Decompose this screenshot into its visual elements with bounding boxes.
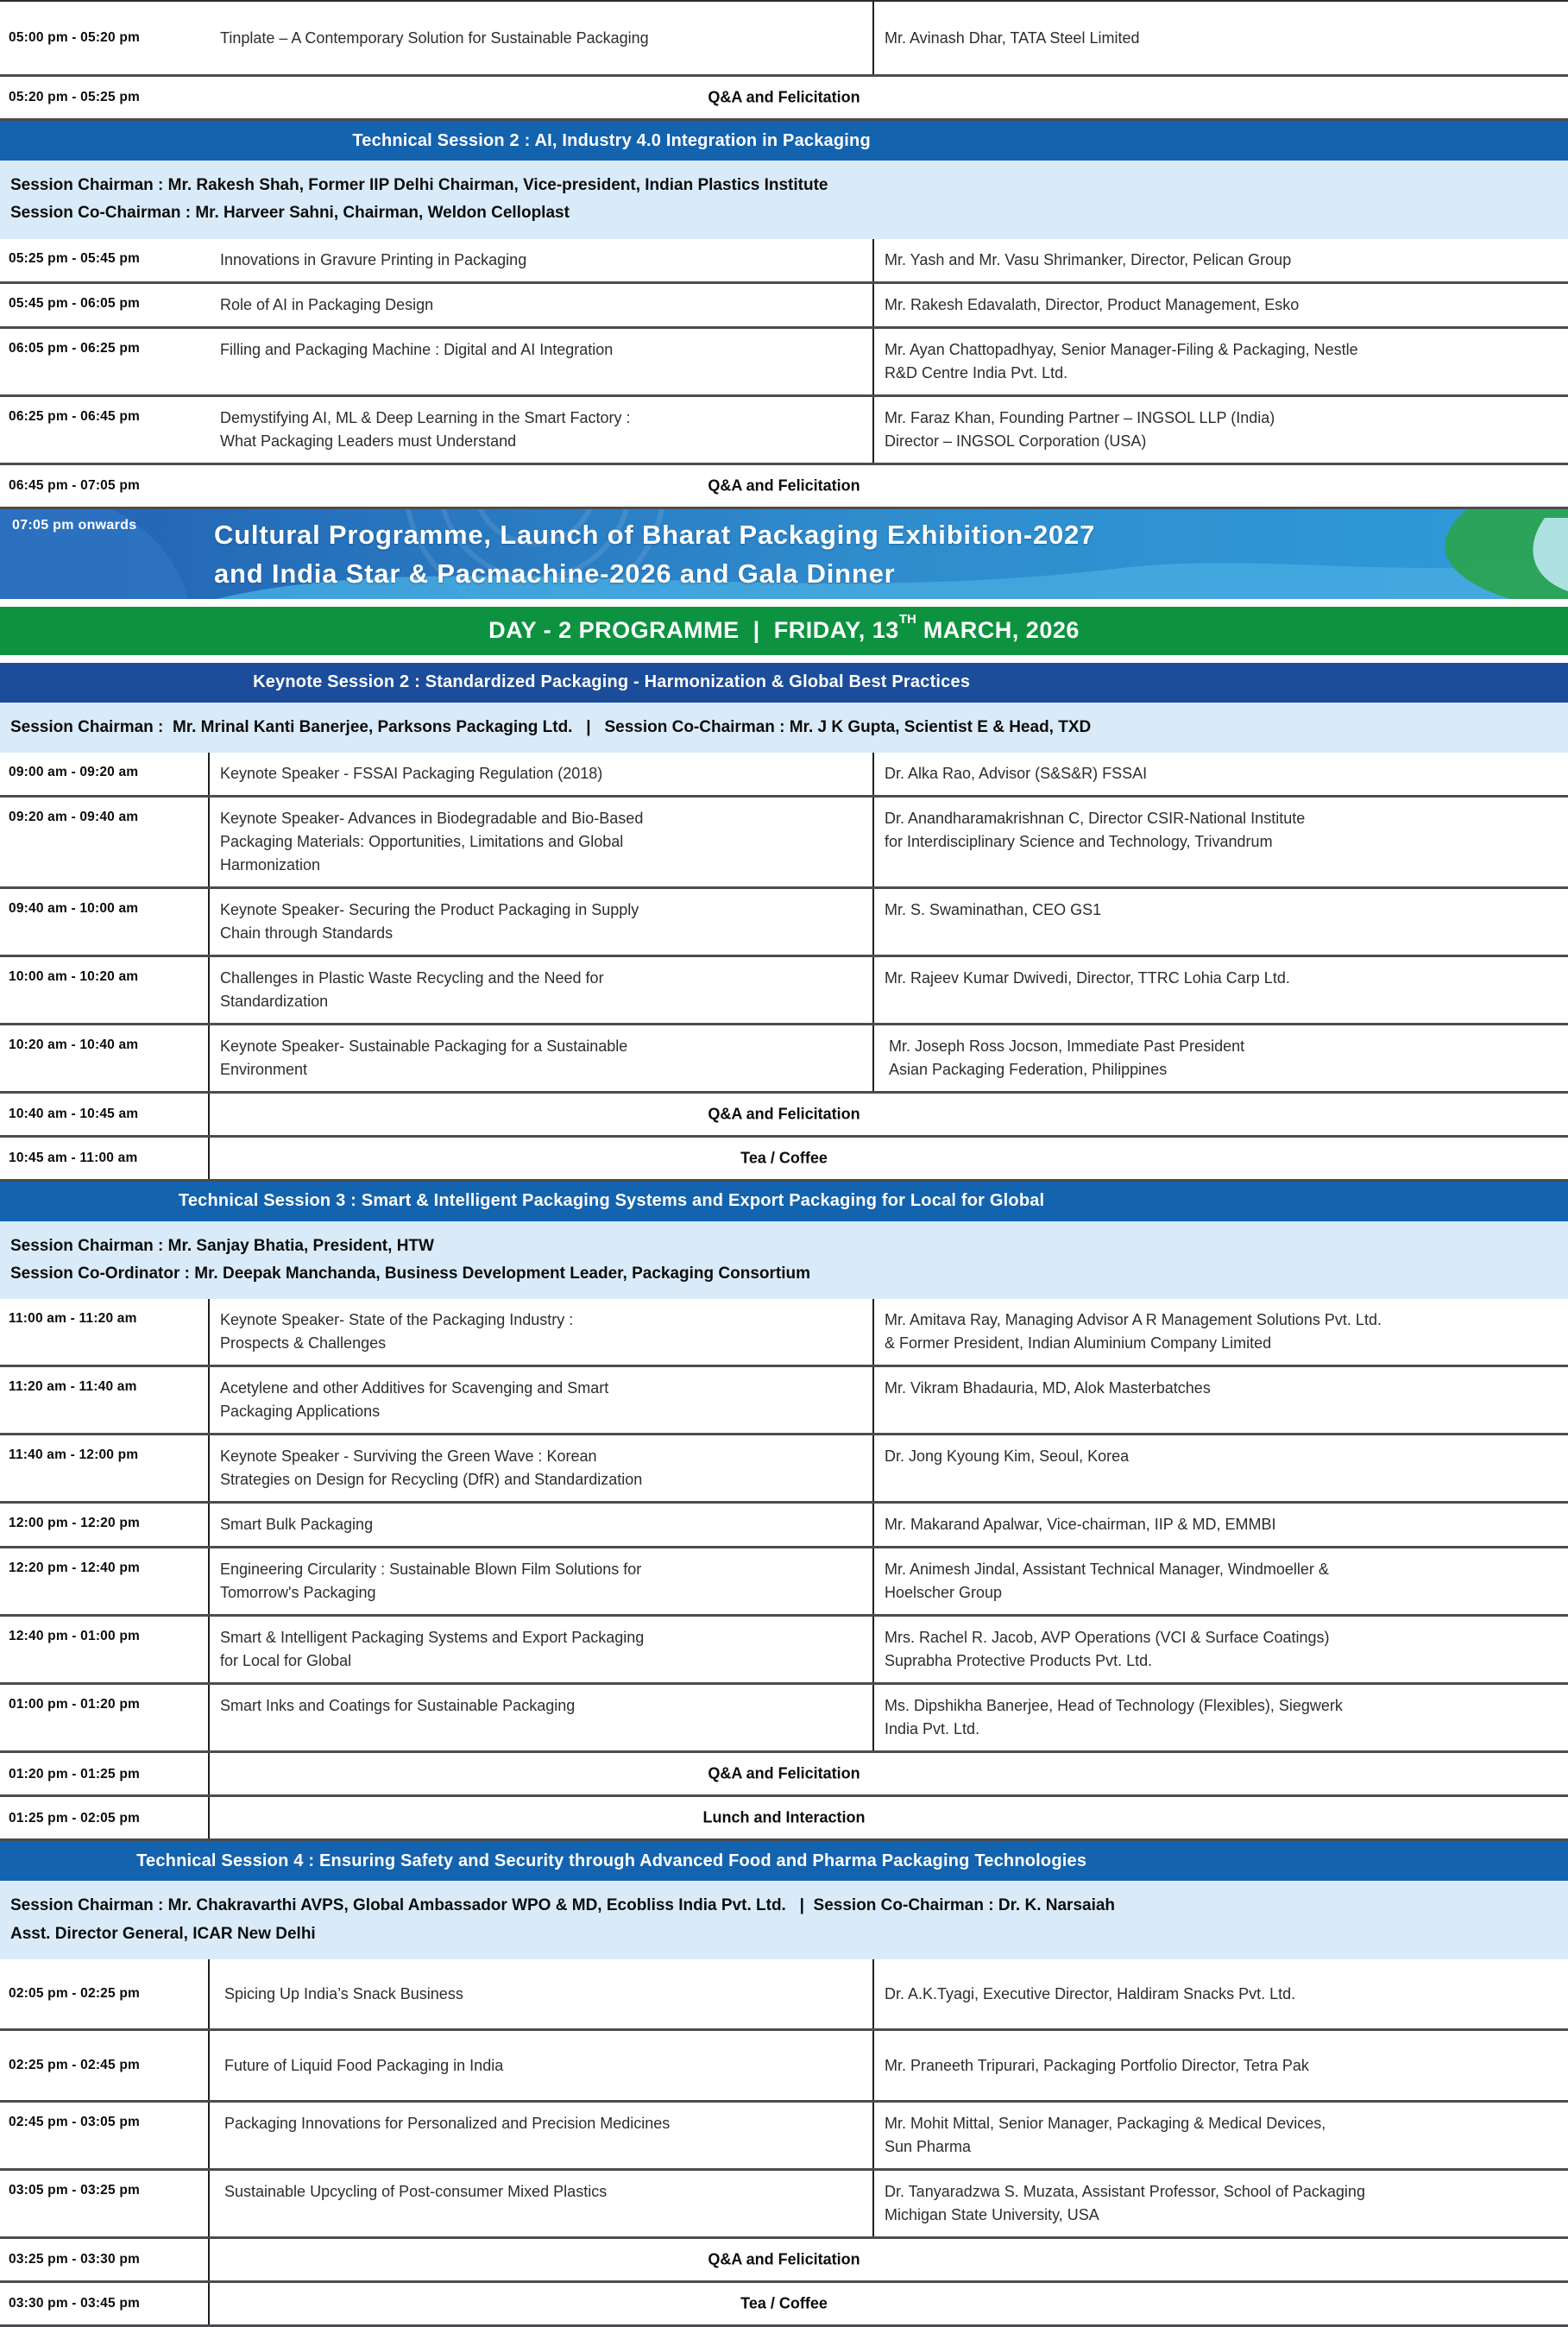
break-row: [0, 1138, 1568, 1182]
day2-programme-bar: [0, 607, 1568, 655]
talk-title-line: Role of AI in Packaging Design: [220, 295, 434, 313]
session-talk-row: [0, 2103, 1568, 2171]
speaker-line: Sun Pharma: [885, 2138, 972, 2156]
speaker-cell: [874, 1367, 1568, 1433]
time-cell: 03:25 pm - 03:30 pm: [0, 2239, 210, 2280]
talk-title-cell: [210, 2103, 874, 2168]
talk-title-line: Engineering Circularity : Sustainable Blown Film Solutions for: [220, 1561, 642, 1579]
talk-title-line: Packaging Innovations for Personalized and Precision Medicines: [220, 2115, 671, 2133]
break-row: [0, 2283, 1568, 2327]
speaker-cell: [874, 2103, 1568, 2168]
talk-title-line: Smart Bulk Packaging: [220, 1516, 374, 1534]
speaker-line: Ms. Dipshikha Banerjee, Head of Technology (Flexibles), Siegwerk: [885, 1697, 1343, 1715]
time-cell: 10:40 am - 10:45 am: [0, 1094, 210, 1135]
talk-title-cell: [210, 1959, 874, 2028]
banner-title-line: and India Star & Pacmachine-2026 and Gala Dinner: [214, 558, 896, 589]
speaker-line: Dr. Tanyaradzwa S. Muzata, Assistant Professor, School of Packaging: [885, 2183, 1365, 2201]
session-chair-band: [0, 703, 1568, 753]
talk-title-cell: [210, 798, 874, 886]
session-talk-row: [0, 1299, 1568, 1367]
talk-title-line: Packaging Applications: [220, 1403, 381, 1421]
talk-title-line: Smart Inks and Coatings for Sustainable Packaging: [220, 1697, 576, 1715]
talk-title-cell: [210, 1548, 874, 1614]
time-cell: 10:45 am - 11:00 am: [0, 1138, 210, 1179]
speaker-line: Director – INGSOL Corporation (USA): [885, 432, 1147, 450]
banner-title-line: Cultural Programme, Launch of Bharat Packaging Exhibition-2027: [214, 519, 1096, 550]
talk-title-line: Harmonization: [220, 855, 321, 873]
speaker-cell: [874, 2171, 1568, 2236]
talk-title-line: Keynote Speaker- State of the Packaging Industry :: [220, 1311, 574, 1329]
speaker-line: Michigan State University, USA: [885, 2206, 1099, 2224]
talk-title-cell: [210, 239, 874, 281]
speaker-line: Mr. Joseph Ross Jocson, Immediate Past President: [885, 1037, 1245, 1055]
speaker-cell: [874, 957, 1568, 1023]
session-talk-row: [0, 753, 1568, 798]
session-talk-row: [0, 397, 1568, 465]
break-row: [0, 1094, 1568, 1138]
talk-title-line: Keynote Speaker - Surviving the Green Wave : Korean: [220, 1447, 597, 1466]
talk-title-line: Acetylene and other Additives for Scavenging and Smart: [220, 1379, 609, 1397]
break-label: Q&A and Felicitation: [708, 2250, 860, 2268]
talk-title-line: Standardization: [220, 992, 329, 1010]
time-cell: 11:40 am - 12:00 pm: [0, 1435, 210, 1501]
time-cell: 09:40 am - 10:00 am: [0, 889, 210, 955]
time-cell: 12:40 pm - 01:00 pm: [0, 1617, 210, 1682]
session-talk-row: [0, 1504, 1568, 1548]
speaker-line: Dr. Anandharamakrishnan C, Director CSIR-National Institute: [885, 809, 1306, 827]
speaker-line: & Former President, Indian Aluminium Company Limited: [885, 1334, 1272, 1353]
speaker-line: Mr. Praneeth Tripurari, Packaging Portfolio Director, Tetra Pak: [885, 2056, 1309, 2074]
session-header-bar: [0, 121, 1568, 161]
talk-title-line: Keynote Speaker- Securing the Product Packaging in Supply: [220, 900, 639, 918]
banner-title: [214, 516, 1095, 594]
speaker-line: Suprabha Protective Products Pvt. Ltd.: [885, 1652, 1153, 1670]
session-talk-row: [0, 1025, 1568, 1094]
talk-title-line: Tinplate – A Contemporary Solution for Sustainable Packaging: [220, 28, 649, 47]
talk-title-cell: [210, 397, 874, 463]
talk-title-line: Spicing Up India’s Snack Business: [220, 1984, 463, 2002]
talk-title-cell: [210, 1025, 874, 1091]
talk-title-cell: [210, 1435, 874, 1501]
break-label: Q&A and Felicitation: [708, 476, 860, 495]
speaker-line: Dr. Jong Kyoung Kim, Seoul, Korea: [885, 1447, 1130, 1466]
talk-title-cell: [210, 329, 874, 394]
speaker-line: Mr. Mohit Mittal, Senior Manager, Packaging & Medical Devices,: [885, 2115, 1326, 2133]
speaker-line: Mr. Makarand Apalwar, Vice-chairman, IIP & MD, EMMBI: [885, 1516, 1276, 1534]
session-chair-line: Session Chairman : Mr. Chakravarthi AVPS, Global Ambassador WPO & MD, Ecobliss India Pvt. Ltd. | Session Co-Chairman : Dr. K. Narsaiah: [10, 1896, 1116, 1915]
speaker-cell: [874, 239, 1568, 281]
time-cell: 05:20 pm - 05:25 pm: [9, 90, 140, 105]
talk-title-line: Keynote Speaker- Advances in Biodegradable and Bio-Based: [220, 809, 644, 827]
talk-title-line: Smart & Intelligent Packaging Systems and Export Packaging: [220, 1629, 645, 1647]
event-banner: [0, 509, 1568, 599]
talk-title-line: Filling and Packaging Machine : Digital and AI Integration: [220, 340, 614, 358]
speaker-cell: [874, 1685, 1568, 1750]
session-talk-row: [0, 1548, 1568, 1617]
session-talk-row: [0, 2171, 1568, 2239]
speaker-line: Mr. Vikram Bhadauria, MD, Alok Masterbatches: [885, 1379, 1211, 1397]
session-talk-row: [0, 2031, 1568, 2103]
speaker-cell: [874, 2, 1568, 74]
session-talk-row: [0, 957, 1568, 1025]
session-header-title: Technical Session 4 : Ensuring Safety and Security through Advanced Food and Pharma Packaging Technologies: [136, 1851, 1087, 1870]
speaker-line: Mr. Amitava Ray, Managing Advisor A R Management Solutions Pvt. Ltd.: [885, 1311, 1382, 1329]
talk-title-cell: [210, 2171, 874, 2236]
talk-title-line: for Local for Global: [220, 1652, 352, 1670]
time-cell: 10:00 am - 10:20 am: [0, 957, 210, 1023]
talk-title-cell: [210, 2031, 874, 2100]
speaker-line: Hoelscher Group: [885, 1584, 1003, 1602]
time-cell: 03:05 pm - 03:25 pm: [0, 2171, 210, 2236]
break-label: Q&A and Felicitation: [708, 1764, 860, 1782]
session-chair-band: [0, 161, 1568, 239]
time-cell: 05:45 pm - 06:05 pm: [9, 295, 140, 311]
speaker-line: India Pvt. Ltd.: [885, 1720, 980, 1738]
speaker-cell: [874, 889, 1568, 955]
break-label: Q&A and Felicitation: [708, 1105, 860, 1123]
break-row: [0, 1797, 1568, 1841]
session-talk-row: [0, 284, 1568, 329]
speaker-cell: [874, 753, 1568, 795]
session-header-bar: [0, 1182, 1568, 1221]
speaker-line: Mr. Avinash Dhar, TATA Steel Limited: [885, 28, 1140, 47]
time-cell: 06:45 pm - 07:05 pm: [9, 477, 140, 493]
speaker-cell: [874, 329, 1568, 394]
talk-title-line: Prospects & Challenges: [220, 1334, 387, 1353]
talk-title-line: What Packaging Leaders must Understand: [220, 432, 517, 450]
talk-title-cell: [210, 1367, 874, 1433]
talk-title-line: Demystifying AI, ML & Deep Learning in the Smart Factory :: [220, 408, 631, 426]
talk-title-cell: [210, 1617, 874, 1682]
talk-title-line: Challenges in Plastic Waste Recycling and the Need for: [220, 968, 604, 987]
break-label: Tea / Coffee: [740, 2294, 828, 2312]
time-cell: 06:25 pm - 06:45 pm: [9, 408, 140, 424]
session-talk-row: [0, 329, 1568, 397]
talk-title-cell: [210, 2, 874, 74]
speaker-line: Mrs. Rachel R. Jacob, AVP Operations (VCI & Surface Coatings): [885, 1629, 1330, 1647]
talk-title-line: Environment: [220, 1060, 308, 1078]
speaker-line: Mr. Rajeev Kumar Dwivedi, Director, TTRC Lohia Carp Ltd.: [885, 968, 1290, 987]
talk-title-line: Sustainable Upcycling of Post-consumer Mixed Plastics: [220, 2183, 608, 2201]
speaker-cell: [874, 798, 1568, 886]
time-cell: 11:00 am - 11:20 am: [0, 1299, 210, 1365]
talk-title-line: Keynote Speaker - FSSAI Packaging Regulation (2018): [220, 764, 603, 782]
session-header-title: Technical Session 2 : AI, Industry 4.0 Integration in Packaging: [352, 130, 871, 150]
break-row: [0, 2239, 1568, 2283]
time-cell: 02:45 pm - 03:05 pm: [0, 2103, 210, 2168]
talk-title-line: Tomorrow's Packaging: [220, 1584, 376, 1602]
session-header-bar: [0, 1841, 1568, 1881]
time-cell: 05:00 pm - 05:20 pm: [9, 30, 140, 46]
speaker-line: R&D Centre India Pvt. Ltd.: [885, 363, 1068, 382]
talk-title-line: Innovations in Gravure Printing in Packaging: [220, 250, 527, 268]
day2-bar-date-suffix: MARCH, 2026: [916, 617, 1080, 644]
talk-title-line: Strategies on Design for Recycling (DfR) and Standardization: [220, 1471, 643, 1489]
session-header-bar: [0, 663, 1568, 703]
speaker-cell: [874, 2031, 1568, 2100]
session-chair-line: Session Co-Ordinator : Mr. Deepak Manchanda, Business Development Leader, Packaging Consortium: [10, 1264, 811, 1283]
session-talk-row: [0, 1367, 1568, 1435]
speaker-cell: [874, 1617, 1568, 1682]
talk-title-cell: [210, 284, 874, 326]
speaker-cell: [874, 1504, 1568, 1546]
time-cell: 12:20 pm - 12:40 pm: [0, 1548, 210, 1614]
speaker-cell: [874, 1025, 1568, 1091]
session-chair-band: [0, 1881, 1568, 1959]
banner-time: 07:05 pm onwards: [12, 517, 137, 533]
speaker-line: Dr. Alka Rao, Advisor (S&S&R) FSSAI: [885, 764, 1148, 782]
talk-title-cell: [210, 1504, 874, 1546]
session-talk-row: [0, 798, 1568, 889]
talk-title-cell: [210, 1685, 874, 1750]
session-chair-line: Session Co-Chairman : Mr. Harveer Sahni, Chairman, Weldon Celloplast: [10, 204, 570, 223]
time-cell: 05:25 pm - 05:45 pm: [9, 250, 140, 266]
talk-title-cell: [210, 1299, 874, 1365]
session-talk-row: [0, 889, 1568, 957]
day2-bar-text: DAY - 2 PROGRAMME | FRIDAY, 13: [488, 617, 899, 644]
talk-title-line: Chain through Standards: [220, 924, 394, 942]
speaker-line: Asian Packaging Federation, Philippines: [885, 1060, 1168, 1078]
time-cell: 03:30 pm - 03:45 pm: [0, 2283, 210, 2324]
session-header-title: Technical Session 3 : Smart & Intelligent Packaging Systems and Export Packaging for Local for Global: [178, 1191, 1045, 1211]
session-talk-row: [0, 239, 1568, 284]
speaker-line: Dr. A.K.Tyagi, Executive Director, Haldiram Snacks Pvt. Ltd.: [885, 1984, 1296, 2002]
speaker-line: Mr. S. Swaminathan, CEO GS1: [885, 900, 1102, 918]
speaker-line: Mr. Yash and Mr. Vasu Shrimanker, Director, Pelican Group: [885, 250, 1292, 268]
speaker-line: Mr. Ayan Chattopadhyay, Senior Manager-Filing & Packaging, Nestle: [885, 340, 1358, 358]
time-cell: 01:20 pm - 01:25 pm: [0, 1753, 210, 1794]
talk-title-cell: [210, 889, 874, 955]
time-cell: 01:00 pm - 01:20 pm: [0, 1685, 210, 1750]
time-cell: 06:05 pm - 06:25 pm: [9, 340, 140, 356]
speaker-cell: [874, 284, 1568, 326]
session-chair-band: [0, 1221, 1568, 1300]
break-label: Lunch and Interaction: [702, 1808, 866, 1826]
talk-title-line: Packaging Materials: Opportunities, Limitations and Global: [220, 832, 624, 850]
break-row: [0, 77, 1568, 121]
talk-title-line: Future of Liquid Food Packaging in India: [220, 2056, 504, 2074]
ordinal-suffix: TH: [898, 611, 916, 627]
session-header-title: Keynote Session 2 : Standardized Packaging - Harmonization & Global Best Practices: [253, 672, 971, 692]
speaker-cell: [874, 1548, 1568, 1614]
talk-title-line: Keynote Speaker- Sustainable Packaging for a Sustainable: [220, 1037, 628, 1055]
break-label: Tea / Coffee: [740, 1149, 828, 1167]
speaker-cell: [874, 1299, 1568, 1365]
speaker-line: Mr. Faraz Khan, Founding Partner – INGSOL LLP (India): [885, 408, 1275, 426]
speaker-cell: [874, 1435, 1568, 1501]
session-chair-line: Asst. Director General, ICAR New Delhi: [10, 1924, 316, 1943]
speaker-line: Mr. Animesh Jindal, Assistant Technical Manager, Windmoeller &: [885, 1561, 1329, 1579]
speaker-cell: [874, 1959, 1568, 2028]
session-chair-line: Session Chairman : Mr. Rakesh Shah, Former IIP Delhi Chairman, Vice-president, Indian Plastics Institute: [10, 176, 828, 194]
session-talk-row: [0, 1435, 1568, 1504]
talk-title-cell: [210, 753, 874, 795]
time-cell: 02:05 pm - 02:25 pm: [0, 1959, 210, 2028]
break-label: Q&A and Felicitation: [708, 88, 860, 106]
talk-title-cell: [210, 957, 874, 1023]
session-chair-line: Session Chairman : Mr. Mrinal Kanti Banerjee, Parksons Packaging Ltd. | Session Co-Chairman : Mr. J K Gupta, Scientist E & Head, TXD: [10, 717, 1092, 736]
session-talk-row: [0, 2, 1568, 77]
time-cell: 02:25 pm - 02:45 pm: [0, 2031, 210, 2100]
session-talk-row: [0, 1685, 1568, 1753]
time-cell: 01:25 pm - 02:05 pm: [0, 1797, 210, 1838]
time-cell: 09:20 am - 09:40 am: [0, 798, 210, 886]
break-row: [0, 1753, 1568, 1797]
speaker-line: for Interdisciplinary Science and Technology, Trivandrum: [885, 832, 1273, 850]
time-cell: 09:00 am - 09:20 am: [0, 753, 210, 795]
time-cell: 11:20 am - 11:40 am: [0, 1367, 210, 1433]
speaker-line: Mr. Rakesh Edavalath, Director, Product Management, Esko: [885, 295, 1300, 313]
break-row: [0, 465, 1568, 509]
time-cell: 10:20 am - 10:40 am: [0, 1025, 210, 1091]
time-cell: 12:00 pm - 12:20 pm: [0, 1504, 210, 1546]
session-talk-row: [0, 1617, 1568, 1685]
session-chair-line: Session Chairman : Mr. Sanjay Bhatia, President, HTW: [10, 1236, 434, 1255]
session-talk-row: [0, 1959, 1568, 2031]
speaker-cell: [874, 397, 1568, 463]
